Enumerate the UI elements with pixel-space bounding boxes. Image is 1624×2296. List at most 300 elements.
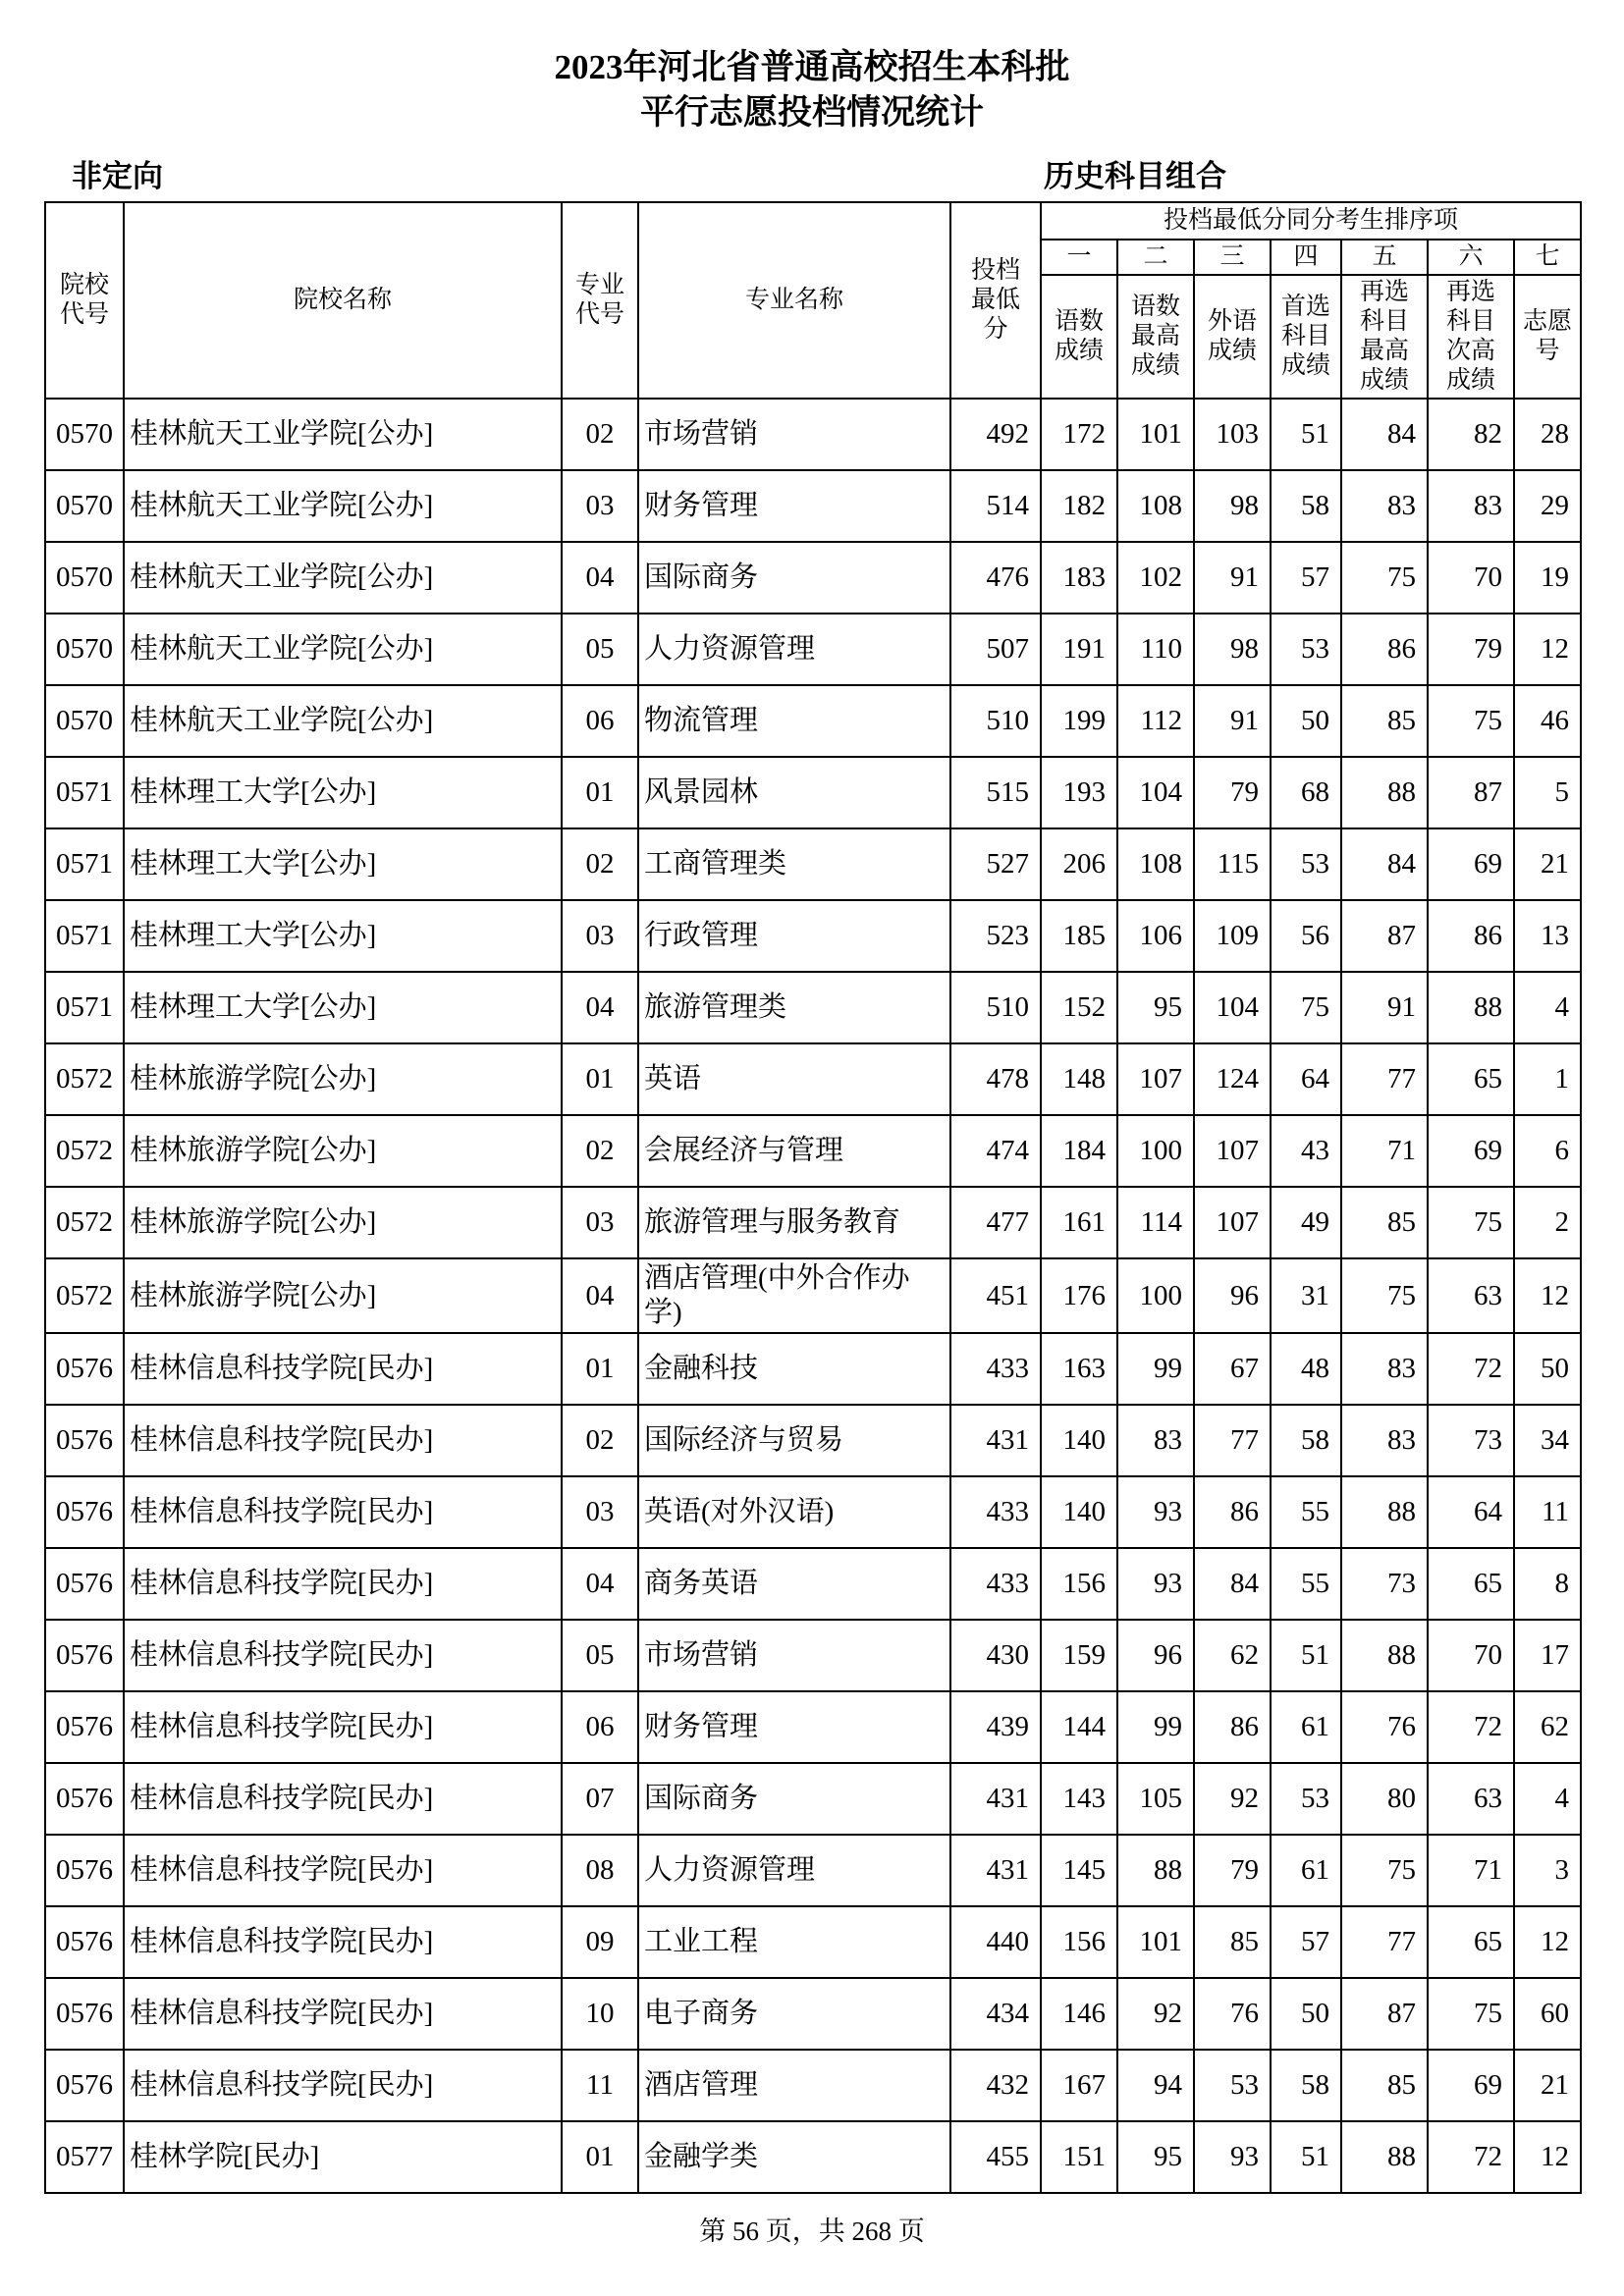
foreign-language-score-cell: 85 <box>1194 1906 1271 1978</box>
major-code-cell: 10 <box>562 1978 638 2050</box>
foreign-language-score-cell: 92 <box>1194 1763 1271 1835</box>
chinese-math-max-score-cell: 100 <box>1117 1115 1194 1187</box>
college-code-cell: 0576 <box>45 1620 124 1691</box>
major-code-cell: 03 <box>562 470 638 542</box>
reselect-max-score-cell: 75 <box>1341 542 1428 614</box>
min-score-cell: 474 <box>950 1115 1041 1187</box>
foreign-language-score-cell: 124 <box>1194 1043 1271 1115</box>
reselect-max-score-cell: 85 <box>1341 2050 1428 2121</box>
major-name-cell: 酒店管理(中外合作办学) <box>638 1258 950 1333</box>
subheader-chinese-math-max-header: 语数最高成绩 <box>1117 275 1194 399</box>
foreign-language-score-cell: 53 <box>1194 2050 1271 2121</box>
major-name-cell: 旅游管理与服务教育 <box>638 1187 950 1258</box>
foreign-language-score-cell: 109 <box>1194 900 1271 972</box>
major-code-cell: 04 <box>562 542 638 614</box>
reselect-second-score-cell: 82 <box>1428 399 1514 470</box>
reselect-max-score-cell: 75 <box>1341 1258 1428 1333</box>
first-subject-score-cell: 58 <box>1271 470 1341 542</box>
table-row <box>45 1835 1581 1906</box>
chinese-math-max-score-cell: 102 <box>1117 542 1194 614</box>
college-code-cell: 0572 <box>45 1187 124 1258</box>
major-name-cell: 物流管理 <box>638 685 950 757</box>
reselect-second-score-cell: 71 <box>1428 1835 1514 1906</box>
chinese-math-score-cell: 199 <box>1041 685 1117 757</box>
chinese-math-score-cell: 152 <box>1041 972 1117 1043</box>
major-code-cell: 04 <box>562 1548 638 1620</box>
college-name-cell: 桂林旅游学院[公办] <box>124 1115 562 1187</box>
first-subject-score-cell: 75 <box>1271 972 1341 1043</box>
chinese-math-score-cell: 182 <box>1041 470 1117 542</box>
major-code-cell: 03 <box>562 1476 638 1548</box>
major-name-cell: 会展经济与管理 <box>638 1115 950 1187</box>
major-name-cell: 行政管理 <box>638 900 950 972</box>
college-code-cell: 0576 <box>45 1405 124 1476</box>
major-name-cell: 电子商务 <box>638 1978 950 2050</box>
reselect-second-score-cell: 65 <box>1428 1548 1514 1620</box>
foreign-language-score-cell: 107 <box>1194 1187 1271 1258</box>
major-name-cell: 旅游管理类 <box>638 972 950 1043</box>
chinese-math-max-score-cell: 99 <box>1117 1691 1194 1763</box>
min-score-cell: 431 <box>950 1405 1041 1476</box>
reselect-max-score-cell: 87 <box>1341 900 1428 972</box>
reselect-second-score-cell: 88 <box>1428 972 1514 1043</box>
reselect-max-score-cell: 83 <box>1341 1333 1428 1405</box>
chinese-math-score-cell: 206 <box>1041 828 1117 900</box>
chinese-math-score-cell: 140 <box>1041 1405 1117 1476</box>
college-name-cell: 桂林信息科技学院[民办] <box>124 1906 562 1978</box>
chinese-math-score-cell: 151 <box>1041 2121 1117 2193</box>
reselect-max-score-cell: 84 <box>1341 828 1428 900</box>
min-score-cell: 455 <box>950 2121 1041 2193</box>
ordinal-6-header: 六 <box>1428 240 1514 275</box>
reselect-max-score-cell: 84 <box>1341 399 1428 470</box>
preference-number-cell: 21 <box>1514 2050 1581 2121</box>
college-code-cell: 0576 <box>45 1763 124 1835</box>
foreign-language-score-cell: 98 <box>1194 614 1271 685</box>
preference-number-cell: 4 <box>1514 1763 1581 1835</box>
first-subject-score-cell: 48 <box>1271 1333 1341 1405</box>
plan-type-label: 非定向 <box>72 159 163 194</box>
college-code-cell: 0571 <box>45 900 124 972</box>
college-name-cell: 桂林旅游学院[公办] <box>124 1258 562 1333</box>
reselect-max-score-cell: 71 <box>1341 1115 1428 1187</box>
first-subject-score-cell: 55 <box>1271 1548 1341 1620</box>
major-code-cell: 09 <box>562 1906 638 1978</box>
min-score-cell: 430 <box>950 1620 1041 1691</box>
first-subject-score-cell: 43 <box>1271 1115 1341 1187</box>
table-row <box>45 1620 1581 1691</box>
major-name-cell: 人力资源管理 <box>638 1835 950 1906</box>
preference-number-cell: 46 <box>1514 685 1581 757</box>
reselect-max-score-cell: 87 <box>1341 1978 1428 2050</box>
college-code-header: 院校代号 <box>45 202 124 399</box>
table-row <box>45 1258 1581 1333</box>
major-code-cell: 02 <box>562 1115 638 1187</box>
college-name-cell: 桂林信息科技学院[民办] <box>124 1476 562 1548</box>
college-code-cell: 0572 <box>45 1043 124 1115</box>
major-name-cell: 英语 <box>638 1043 950 1115</box>
foreign-language-score-cell: 86 <box>1194 1476 1271 1548</box>
min-score-cell: 492 <box>950 399 1041 470</box>
reselect-second-score-cell: 69 <box>1428 828 1514 900</box>
table-row <box>45 972 1581 1043</box>
chinese-math-score-cell: 145 <box>1041 1835 1117 1906</box>
major-name-cell: 金融科技 <box>638 1333 950 1405</box>
reselect-second-score-cell: 83 <box>1428 470 1514 542</box>
first-subject-score-cell: 56 <box>1271 900 1341 972</box>
chinese-math-score-cell: 172 <box>1041 399 1117 470</box>
preference-number-cell: 6 <box>1514 1115 1581 1187</box>
chinese-math-max-score-cell: 93 <box>1117 1476 1194 1548</box>
chinese-math-score-cell: 143 <box>1041 1763 1117 1835</box>
chinese-math-score-cell: 184 <box>1041 1115 1117 1187</box>
reselect-second-score-cell: 73 <box>1428 1405 1514 1476</box>
page-number: 第 56 页，共 268 页 <box>699 2216 925 2246</box>
chinese-math-max-score-cell: 108 <box>1117 828 1194 900</box>
college-code-cell: 0576 <box>45 1548 124 1620</box>
chinese-math-score-cell: 193 <box>1041 757 1117 828</box>
chinese-math-score-cell: 185 <box>1041 900 1117 972</box>
chinese-math-max-score-cell: 93 <box>1117 1548 1194 1620</box>
first-subject-score-cell: 50 <box>1271 1978 1341 2050</box>
college-name-cell: 桂林航天工业学院[公办] <box>124 399 562 470</box>
table-row <box>45 2121 1581 2193</box>
major-code-cell: 01 <box>562 2121 638 2193</box>
preference-number-cell: 60 <box>1514 1978 1581 2050</box>
reselect-second-score-cell: 86 <box>1428 900 1514 972</box>
table-row <box>45 1978 1581 2050</box>
table-row <box>45 828 1581 900</box>
min-score-cell: 431 <box>950 1835 1041 1906</box>
college-name-cell: 桂林旅游学院[公办] <box>124 1187 562 1258</box>
reselect-second-score-cell: 72 <box>1428 1691 1514 1763</box>
page-title <box>44 45 1580 135</box>
college-name-cell: 桂林信息科技学院[民办] <box>124 1548 562 1620</box>
chinese-math-max-score-cell: 110 <box>1117 614 1194 685</box>
subject-group-label: 历史科目组合 <box>1044 159 1226 194</box>
major-code-cell: 08 <box>562 1835 638 1906</box>
foreign-language-score-cell: 62 <box>1194 1620 1271 1691</box>
table-row <box>45 900 1581 972</box>
college-name-cell: 桂林信息科技学院[民办] <box>124 1620 562 1691</box>
foreign-language-score-cell: 79 <box>1194 757 1271 828</box>
tiebreak-group-header: 投档最低分同分考生排序项 <box>1041 202 1581 240</box>
preference-number-cell: 12 <box>1514 1906 1581 1978</box>
foreign-language-score-cell: 79 <box>1194 1835 1271 1906</box>
chinese-math-max-score-cell: 94 <box>1117 2050 1194 2121</box>
college-code-cell: 0571 <box>45 972 124 1043</box>
preference-number-cell: 17 <box>1514 1620 1581 1691</box>
chinese-math-max-score-cell: 96 <box>1117 1620 1194 1691</box>
first-subject-score-cell: 50 <box>1271 685 1341 757</box>
reselect-max-score-cell: 85 <box>1341 685 1428 757</box>
ordinal-3-header: 三 <box>1194 240 1271 275</box>
chinese-math-score-cell: 140 <box>1041 1476 1117 1548</box>
chinese-math-max-score-cell: 99 <box>1117 1333 1194 1405</box>
major-code-cell: 04 <box>562 972 638 1043</box>
college-name-header: 院校名称 <box>124 202 562 399</box>
min-score-cell: 510 <box>950 685 1041 757</box>
college-name-cell: 桂林信息科技学院[民办] <box>124 2050 562 2121</box>
min-score-cell: 433 <box>950 1476 1041 1548</box>
chinese-math-max-score-cell: 108 <box>1117 470 1194 542</box>
chinese-math-score-cell: 148 <box>1041 1043 1117 1115</box>
reselect-max-score-cell: 77 <box>1341 1906 1428 1978</box>
chinese-math-score-cell: 183 <box>1041 542 1117 614</box>
first-subject-score-cell: 51 <box>1271 1620 1341 1691</box>
foreign-language-score-cell: 91 <box>1194 685 1271 757</box>
chinese-math-max-score-cell: 104 <box>1117 757 1194 828</box>
preference-number-cell: 1 <box>1514 1043 1581 1115</box>
chinese-math-score-cell: 191 <box>1041 614 1117 685</box>
chinese-math-max-score-cell: 101 <box>1117 1906 1194 1978</box>
college-name-cell: 桂林理工大学[公办] <box>124 972 562 1043</box>
major-code-cell: 03 <box>562 1187 638 1258</box>
min-score-cell: 433 <box>950 1333 1041 1405</box>
subheader-first-subject-header: 首选科目成绩 <box>1271 275 1341 399</box>
reselect-second-score-cell: 72 <box>1428 2121 1514 2193</box>
college-name-cell: 桂林学院[民办] <box>124 2121 562 2193</box>
foreign-language-score-cell: 91 <box>1194 542 1271 614</box>
admission-table <box>44 201 1582 2194</box>
major-name-cell: 英语(对外汉语) <box>638 1476 950 1548</box>
reselect-max-score-cell: 88 <box>1341 757 1428 828</box>
major-name-cell: 金融学类 <box>638 2121 950 2193</box>
min-score-cell: 523 <box>950 900 1041 972</box>
first-subject-score-cell: 51 <box>1271 2121 1341 2193</box>
min-score-header: 投档最低分 <box>950 202 1041 399</box>
preference-number-cell: 4 <box>1514 972 1581 1043</box>
college-code-cell: 0576 <box>45 2050 124 2121</box>
table-row <box>45 399 1581 470</box>
college-name-cell: 桂林旅游学院[公办] <box>124 1043 562 1115</box>
reselect-max-score-cell: 83 <box>1341 470 1428 542</box>
reselect-max-score-cell: 88 <box>1341 2121 1428 2193</box>
preference-number-cell: 12 <box>1514 2121 1581 2193</box>
reselect-second-score-cell: 79 <box>1428 614 1514 685</box>
college-code-cell: 0577 <box>45 2121 124 2193</box>
college-name-cell: 桂林理工大学[公办] <box>124 828 562 900</box>
chinese-math-score-cell: 159 <box>1041 1620 1117 1691</box>
major-name-cell: 人力资源管理 <box>638 614 950 685</box>
ordinal-5-header: 五 <box>1341 240 1428 275</box>
foreign-language-score-cell: 115 <box>1194 828 1271 900</box>
college-name-cell: 桂林航天工业学院[公办] <box>124 542 562 614</box>
major-code-cell: 01 <box>562 1043 638 1115</box>
subheader-foreign-language-header: 外语成绩 <box>1194 275 1271 399</box>
preference-number-cell: 5 <box>1514 757 1581 828</box>
first-subject-score-cell: 53 <box>1271 828 1341 900</box>
first-subject-score-cell: 57 <box>1271 1906 1341 1978</box>
major-name-cell: 财务管理 <box>638 1691 950 1763</box>
college-code-cell: 0570 <box>45 399 124 470</box>
major-code-cell: 02 <box>562 1405 638 1476</box>
preference-number-cell: 50 <box>1514 1333 1581 1405</box>
chinese-math-max-score-cell: 88 <box>1117 1835 1194 1906</box>
foreign-language-score-cell: 104 <box>1194 972 1271 1043</box>
chinese-math-max-score-cell: 100 <box>1117 1258 1194 1333</box>
foreign-language-score-cell: 96 <box>1194 1258 1271 1333</box>
preference-number-cell: 34 <box>1514 1405 1581 1476</box>
chinese-math-score-cell: 167 <box>1041 2050 1117 2121</box>
reselect-max-score-cell: 83 <box>1341 1405 1428 1476</box>
reselect-max-score-cell: 85 <box>1341 1187 1428 1258</box>
title-line-1: 2023年河北省普通高校招生本科批 <box>554 48 1070 86</box>
major-code-cell: 06 <box>562 685 638 757</box>
reselect-second-score-cell: 75 <box>1428 685 1514 757</box>
college-code-cell: 0572 <box>45 1258 124 1333</box>
college-name-cell: 桂林信息科技学院[民办] <box>124 1835 562 1906</box>
major-name-cell: 工商管理类 <box>638 828 950 900</box>
major-name-cell: 风景园林 <box>638 757 950 828</box>
reselect-max-score-cell: 76 <box>1341 1691 1428 1763</box>
table-header <box>45 202 1581 399</box>
major-name-cell: 国际商务 <box>638 542 950 614</box>
table-row <box>45 542 1581 614</box>
table-row <box>45 685 1581 757</box>
first-subject-score-cell: 51 <box>1271 399 1341 470</box>
foreign-language-score-cell: 107 <box>1194 1115 1271 1187</box>
subheader-chinese-math-header: 语数成绩 <box>1041 275 1117 399</box>
table-row <box>45 470 1581 542</box>
reselect-max-score-cell: 91 <box>1341 972 1428 1043</box>
college-code-cell: 0572 <box>45 1115 124 1187</box>
major-code-cell: 01 <box>562 1333 638 1405</box>
college-code-cell: 0570 <box>45 685 124 757</box>
chinese-math-max-score-cell: 106 <box>1117 900 1194 972</box>
chinese-math-score-cell: 144 <box>1041 1691 1117 1763</box>
chinese-math-max-score-cell: 114 <box>1117 1187 1194 1258</box>
min-score-cell: 507 <box>950 614 1041 685</box>
min-score-cell: 510 <box>950 972 1041 1043</box>
min-score-cell: 527 <box>950 828 1041 900</box>
major-code-cell: 06 <box>562 1691 638 1763</box>
college-name-cell: 桂林信息科技学院[民办] <box>124 1691 562 1763</box>
foreign-language-score-cell: 86 <box>1194 1691 1271 1763</box>
table-row <box>45 1691 1581 1763</box>
preference-number-cell: 8 <box>1514 1548 1581 1620</box>
first-subject-score-cell: 57 <box>1271 542 1341 614</box>
reselect-second-score-cell: 70 <box>1428 542 1514 614</box>
foreign-language-score-cell: 76 <box>1194 1978 1271 2050</box>
foreign-language-score-cell: 77 <box>1194 1405 1271 1476</box>
table-row <box>45 1906 1581 1978</box>
chinese-math-max-score-cell: 112 <box>1117 685 1194 757</box>
subheader-reselect-max-header: 再选科目最高成绩 <box>1341 275 1428 399</box>
min-score-cell: 434 <box>950 1978 1041 2050</box>
chinese-math-score-cell: 156 <box>1041 1548 1117 1620</box>
major-name-header: 专业名称 <box>638 202 950 399</box>
reselect-second-score-cell: 70 <box>1428 1620 1514 1691</box>
college-code-cell: 0576 <box>45 1476 124 1548</box>
first-subject-score-cell: 31 <box>1271 1258 1341 1333</box>
reselect-max-score-cell: 75 <box>1341 1835 1428 1906</box>
college-code-cell: 0570 <box>45 542 124 614</box>
table-row <box>45 1548 1581 1620</box>
min-score-cell: 440 <box>950 1906 1041 1978</box>
table-row <box>45 614 1581 685</box>
major-code-cell: 04 <box>562 1258 638 1333</box>
table-row <box>45 1187 1581 1258</box>
min-score-cell: 476 <box>950 542 1041 614</box>
chinese-math-score-cell: 163 <box>1041 1333 1117 1405</box>
major-code-cell: 07 <box>562 1763 638 1835</box>
reselect-max-score-cell: 88 <box>1341 1476 1428 1548</box>
preference-number-cell: 62 <box>1514 1691 1581 1763</box>
major-code-cell: 03 <box>562 900 638 972</box>
table-body <box>45 399 1581 2193</box>
reselect-second-score-cell: 72 <box>1428 1333 1514 1405</box>
major-name-cell: 市场营销 <box>638 1620 950 1691</box>
college-name-cell: 桂林理工大学[公办] <box>124 757 562 828</box>
reselect-max-score-cell: 77 <box>1341 1043 1428 1115</box>
reselect-second-score-cell: 69 <box>1428 2050 1514 2121</box>
major-name-cell: 工业工程 <box>638 1906 950 1978</box>
preference-number-cell: 21 <box>1514 828 1581 900</box>
first-subject-score-cell: 58 <box>1271 1405 1341 1476</box>
foreign-language-score-cell: 67 <box>1194 1333 1271 1405</box>
first-subject-score-cell: 58 <box>1271 2050 1341 2121</box>
foreign-language-score-cell: 84 <box>1194 1548 1271 1620</box>
min-score-cell: 514 <box>950 470 1041 542</box>
preference-number-cell: 29 <box>1514 470 1581 542</box>
college-name-cell: 桂林信息科技学院[民办] <box>124 1763 562 1835</box>
min-score-cell: 439 <box>950 1691 1041 1763</box>
first-subject-score-cell: 49 <box>1271 1187 1341 1258</box>
header-row-group <box>45 202 1581 240</box>
min-score-cell: 515 <box>950 757 1041 828</box>
min-score-cell: 432 <box>950 2050 1041 2121</box>
college-code-cell: 0576 <box>45 1906 124 1978</box>
major-name-cell: 财务管理 <box>638 470 950 542</box>
chinese-math-score-cell: 161 <box>1041 1187 1117 1258</box>
chinese-math-score-cell: 176 <box>1041 1258 1117 1333</box>
preference-number-cell: 28 <box>1514 399 1581 470</box>
sub-labels <box>44 151 1580 195</box>
major-code-cell: 11 <box>562 2050 638 2121</box>
title-line-2: 平行志愿投档情况统计 <box>639 93 984 133</box>
ordinal-4-header: 四 <box>1271 240 1341 275</box>
foreign-language-score-cell: 103 <box>1194 399 1271 470</box>
min-score-cell: 433 <box>950 1548 1041 1620</box>
reselect-max-score-cell: 80 <box>1341 1763 1428 1835</box>
reselect-second-score-cell: 63 <box>1428 1258 1514 1333</box>
min-score-cell: 431 <box>950 1763 1041 1835</box>
table-row <box>45 1405 1581 1476</box>
preference-number-cell: 19 <box>1514 542 1581 614</box>
chinese-math-max-score-cell: 92 <box>1117 1978 1194 2050</box>
college-name-cell: 桂林航天工业学院[公办] <box>124 470 562 542</box>
reselect-second-score-cell: 65 <box>1428 1043 1514 1115</box>
min-score-cell: 478 <box>950 1043 1041 1115</box>
chinese-math-score-cell: 146 <box>1041 1978 1117 2050</box>
major-code-cell: 05 <box>562 1620 638 1691</box>
chinese-math-max-score-cell: 101 <box>1117 399 1194 470</box>
college-name-cell: 桂林理工大学[公办] <box>124 900 562 972</box>
college-code-cell: 0571 <box>45 757 124 828</box>
chinese-math-max-score-cell: 107 <box>1117 1043 1194 1115</box>
reselect-second-score-cell: 75 <box>1428 1978 1514 2050</box>
first-subject-score-cell: 53 <box>1271 1763 1341 1835</box>
reselect-second-score-cell: 63 <box>1428 1763 1514 1835</box>
table-row <box>45 2050 1581 2121</box>
college-code-cell: 0570 <box>45 614 124 685</box>
major-name-cell: 国际商务 <box>638 1763 950 1835</box>
reselect-second-score-cell: 69 <box>1428 1115 1514 1187</box>
first-subject-score-cell: 53 <box>1271 614 1341 685</box>
ordinal-1-header: 一 <box>1041 240 1117 275</box>
reselect-second-score-cell: 87 <box>1428 757 1514 828</box>
